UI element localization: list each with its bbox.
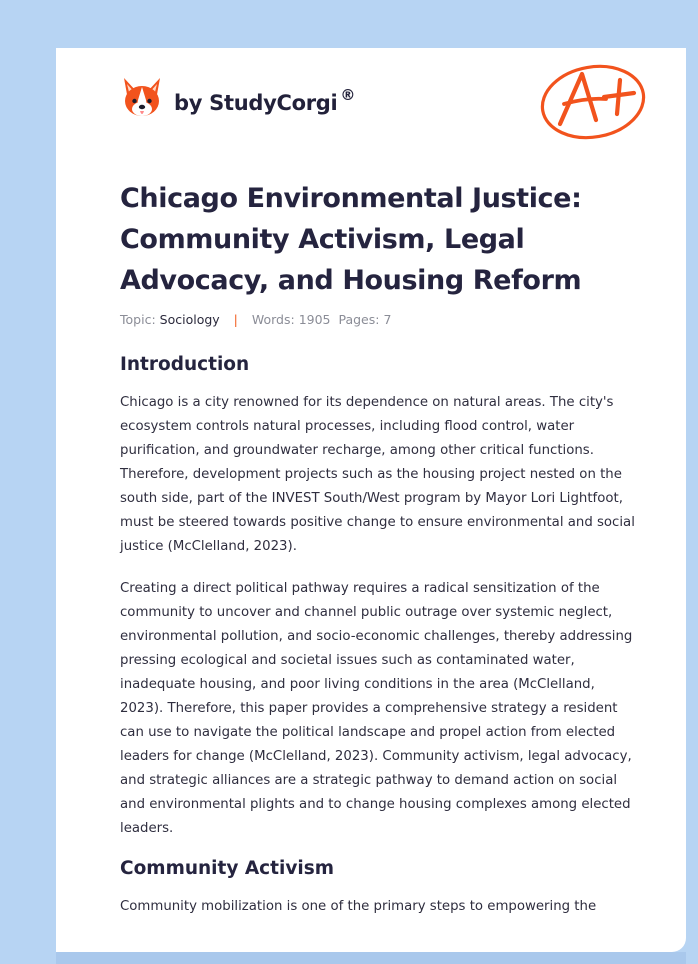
corgi-icon xyxy=(122,76,162,120)
document-meta xyxy=(120,312,391,327)
section-heading-community-activism: Community Activism xyxy=(120,858,335,879)
paragraph: Community mobilization is one of the primary steps to empowering the xyxy=(120,899,597,914)
document-page xyxy=(56,48,686,952)
meta-separator: | xyxy=(233,312,238,327)
page-shadow xyxy=(56,952,686,964)
brand-name: by StudyCorgi ® xyxy=(174,86,356,115)
paragraph: Creating a direct political pathway requires a radical sensitization of the community to uncover and channel public outrage over systemic neglect, environmental pollution, and socio-economic challenges, thereby addressing pressing ecological and societal issues such as contaminated water, inadequate housing, and poor living conditions in the area (McClelland, 2023). Therefore, this paper provides a comprehensive strategy a resident can use to navigate the political landscape and propel action from elected leaders for change (McClelland, 2023). Community activism, legal advocacy, and strategic alliances are a strategic pathway to demand action on social and environmental plights and to change housing complexes among elected leaders. xyxy=(120,581,633,836)
a-plus-grade-icon xyxy=(538,58,650,142)
topic-link[interactable]: Sociology xyxy=(159,312,220,327)
topic-label: Topic: xyxy=(120,312,156,327)
words-count: 1905 xyxy=(298,312,331,327)
document-title: Chicago Environmental Justice: Community Activism, Legal Advocacy, and Housing Reform xyxy=(120,183,582,296)
paragraph: Chicago is a city renowned for its dependence on natural areas. The city's ecosystem controls natural processes, including flood control, water purification, and groundwater recharge, among other critical functions. Therefore, development projects such as the housing project nested on the south side, part of the INVEST South/West program by Mayor Lori Lightfoot, must be steered towards positive change to ensure environmental and social justice (McClelland, 2023). xyxy=(120,395,635,554)
studycorgi-logo[interactable] xyxy=(122,76,355,120)
registered-mark: ® xyxy=(340,86,356,104)
pages-count: 7 xyxy=(383,312,392,327)
section-heading-introduction: Introduction xyxy=(120,354,250,375)
words-label: Words: xyxy=(251,312,295,327)
pages-label: Pages: xyxy=(338,312,380,327)
